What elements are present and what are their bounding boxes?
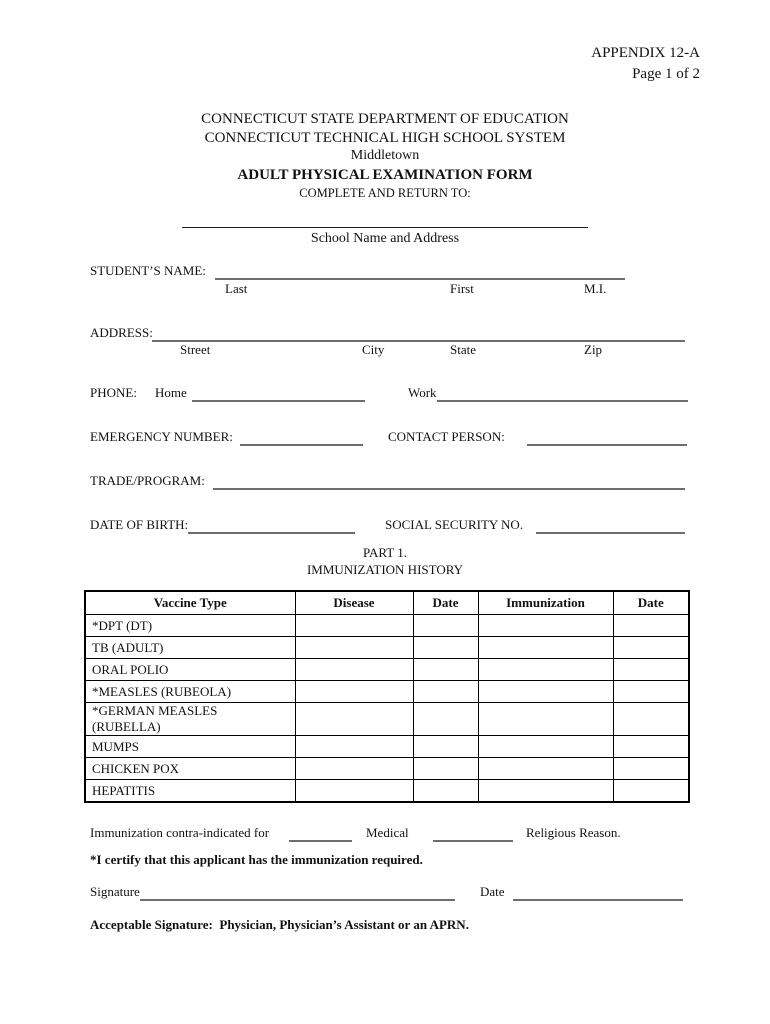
immunization-cell[interactable] bbox=[478, 637, 613, 659]
ssn-input-line[interactable] bbox=[536, 532, 685, 534]
emergency-number-input-line[interactable] bbox=[240, 444, 363, 446]
disease-date-cell[interactable] bbox=[413, 637, 478, 659]
signature-label: Signature bbox=[90, 884, 140, 899]
table-row bbox=[85, 659, 689, 681]
disease-date-cell[interactable] bbox=[413, 758, 478, 780]
part1-subheading: IMMUNIZATION HISTORY bbox=[306, 562, 464, 577]
signature-date-input-line[interactable] bbox=[513, 899, 683, 901]
immunization-date-cell[interactable] bbox=[613, 736, 689, 758]
immunization-cell[interactable] bbox=[478, 758, 613, 780]
vaccine-type-cell: TB (ADULT) bbox=[85, 637, 295, 659]
address-input-line[interactable] bbox=[152, 340, 685, 342]
immunization-cell[interactable] bbox=[478, 736, 613, 758]
contact-person-input-line[interactable] bbox=[527, 444, 687, 446]
immunization-cell[interactable] bbox=[478, 659, 613, 681]
date-of-birth-label: DATE OF BIRTH: bbox=[90, 517, 189, 532]
immunization-cell[interactable] bbox=[478, 615, 613, 637]
school-line-caption: School Name and Address bbox=[310, 231, 460, 246]
student-name-label: STUDENT’S NAME: bbox=[90, 263, 206, 278]
appendix-block bbox=[591, 43, 700, 85]
immunization-date-cell[interactable] bbox=[613, 659, 689, 681]
disease-cell[interactable] bbox=[295, 681, 413, 703]
org-name-line1: CONNECTICUT STATE DEPARTMENT OF EDUCATION bbox=[201, 111, 569, 127]
phone-work-label: Work bbox=[408, 385, 437, 400]
immunization-date-cell[interactable] bbox=[613, 637, 689, 659]
date-of-birth-input-line[interactable] bbox=[188, 532, 355, 534]
disease-date-cell[interactable] bbox=[413, 615, 478, 637]
disease-date-cell[interactable] bbox=[413, 659, 478, 681]
student-name-sub-first: First bbox=[450, 281, 474, 296]
vaccine-type-cell: CHICKEN POX bbox=[85, 758, 295, 780]
table-row bbox=[85, 681, 689, 703]
disease-cell[interactable] bbox=[295, 703, 413, 736]
disease-date-cell[interactable] bbox=[413, 681, 478, 703]
phone-home-label: Home bbox=[155, 385, 187, 400]
part1-heading: PART 1. bbox=[362, 545, 408, 560]
address-sub-zip: Zip bbox=[584, 342, 603, 357]
appendix-label: APPENDIX 12-A bbox=[591, 45, 700, 61]
contra-medical-label: Medical bbox=[366, 825, 409, 840]
acceptable-signature-note: Acceptable Signature: Physician, Physician’s Assistant or an APRN. bbox=[90, 917, 469, 932]
org-name-line2: CONNECTICUT TECHNICAL HIGH SCHOOL SYSTEM bbox=[204, 129, 566, 146]
table-row bbox=[85, 758, 689, 780]
vaccine-type-cell: ORAL POLIO bbox=[85, 659, 295, 681]
student-name-sub-mi: M.I. bbox=[584, 281, 607, 296]
col-header-disease: Disease bbox=[295, 591, 413, 615]
vaccine-type-cell: *MEASLES (RUBEOLA) bbox=[85, 681, 295, 703]
immunization-date-cell[interactable] bbox=[613, 780, 689, 803]
signature-date-label: Date bbox=[480, 884, 505, 899]
return-to-label: COMPLETE AND RETURN TO: bbox=[299, 186, 471, 200]
vaccine-type-cell: *DPT (DT) bbox=[85, 615, 295, 637]
immunization-date-cell[interactable] bbox=[613, 681, 689, 703]
col-header-vaccine-type: Vaccine Type bbox=[85, 591, 295, 615]
table-row bbox=[85, 615, 689, 637]
col-header-immunization: Immunization bbox=[478, 591, 613, 615]
disease-cell[interactable] bbox=[295, 736, 413, 758]
col-header-date1: Date bbox=[413, 591, 478, 615]
immunization-date-cell[interactable] bbox=[613, 758, 689, 780]
contra-religious-input-line[interactable] bbox=[433, 840, 513, 842]
immunization-table bbox=[84, 590, 690, 803]
immunization-date-cell[interactable] bbox=[613, 615, 689, 637]
address-sub-state: State bbox=[450, 342, 476, 357]
immunization-date-cell[interactable] bbox=[613, 703, 689, 736]
disease-date-cell[interactable] bbox=[413, 703, 478, 736]
col-header-date2: Date bbox=[613, 591, 689, 615]
title-block bbox=[0, 110, 770, 203]
address-sub-city: City bbox=[362, 342, 385, 357]
address-label: ADDRESS: bbox=[90, 325, 153, 340]
phone-home-input-line[interactable] bbox=[192, 400, 365, 402]
disease-date-cell[interactable] bbox=[413, 780, 478, 803]
page-number: Page 1 of 2 bbox=[632, 66, 700, 82]
certify-statement: *I certify that this applicant has the immunization required. bbox=[90, 852, 423, 867]
phone-label: PHONE: bbox=[90, 385, 137, 400]
school-name-input-line[interactable] bbox=[182, 227, 588, 228]
table-row bbox=[85, 637, 689, 659]
contra-religious-label: Religious Reason. bbox=[526, 825, 621, 840]
disease-date-cell[interactable] bbox=[413, 736, 478, 758]
immunization-cell[interactable] bbox=[478, 703, 613, 736]
disease-cell[interactable] bbox=[295, 758, 413, 780]
emergency-number-label: EMERGENCY NUMBER: bbox=[90, 429, 233, 444]
immunization-cell[interactable] bbox=[478, 780, 613, 803]
disease-cell[interactable] bbox=[295, 637, 413, 659]
student-name-sub-last: Last bbox=[225, 281, 248, 296]
table-row bbox=[85, 703, 689, 736]
phone-work-input-line[interactable] bbox=[437, 400, 688, 402]
immunization-cell[interactable] bbox=[478, 681, 613, 703]
trade-program-input-line[interactable] bbox=[213, 488, 685, 490]
org-city: Middletown bbox=[350, 148, 420, 163]
student-name-input-line[interactable] bbox=[215, 278, 625, 280]
table-row bbox=[85, 780, 689, 803]
table-header-row bbox=[85, 591, 689, 615]
address-sub-street: Street bbox=[180, 342, 211, 357]
contact-person-label: CONTACT PERSON: bbox=[388, 429, 505, 444]
trade-program-label: TRADE/PROGRAM: bbox=[90, 473, 205, 488]
vaccine-type-cell: HEPATITIS bbox=[85, 780, 295, 803]
disease-cell[interactable] bbox=[295, 615, 413, 637]
vaccine-type-cell: *GERMAN MEASLES (RUBELLA) bbox=[85, 703, 295, 736]
disease-cell[interactable] bbox=[295, 659, 413, 681]
ssn-label: SOCIAL SECURITY NO. bbox=[385, 517, 524, 532]
contra-indicated-label: Immunization contra-indicated for bbox=[90, 825, 270, 840]
disease-cell[interactable] bbox=[295, 780, 413, 803]
table-row bbox=[85, 736, 689, 758]
vaccine-type-cell: MUMPS bbox=[85, 736, 295, 758]
contra-medical-input-line[interactable] bbox=[289, 840, 352, 842]
signature-input-line[interactable] bbox=[140, 899, 455, 901]
form-title: ADULT PHYSICAL EXAMINATION FORM bbox=[237, 166, 533, 183]
